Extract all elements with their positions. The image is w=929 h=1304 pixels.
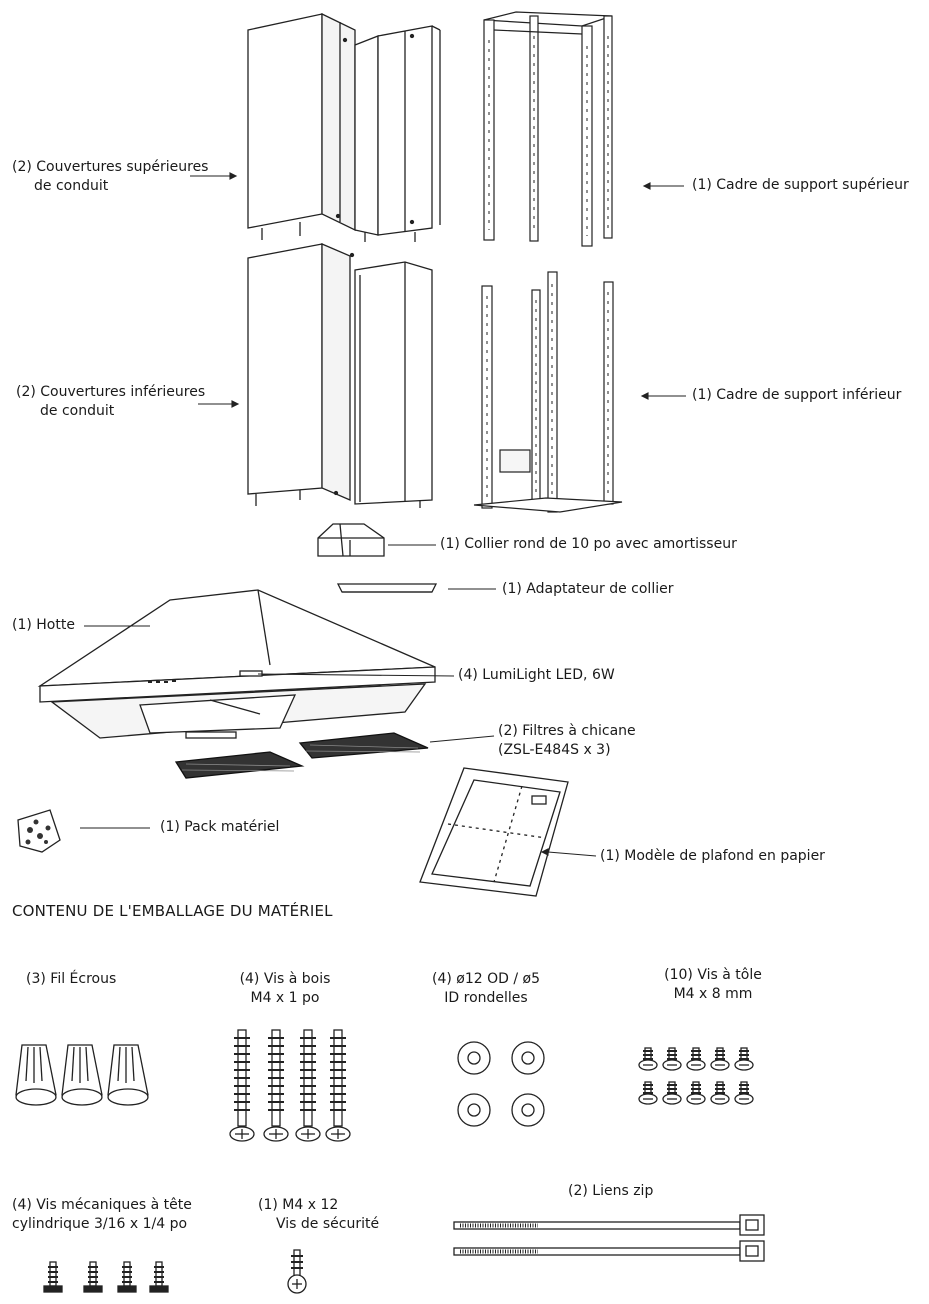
washer-icon bbox=[458, 1042, 544, 1126]
sheet-metal-screw bbox=[687, 1048, 705, 1070]
sheet-metal-screw bbox=[687, 1082, 705, 1104]
hardware-pack-label: (1) Pack matériel bbox=[160, 819, 280, 835]
collar-adapter-icon bbox=[338, 584, 436, 592]
sheet-metal-screw bbox=[711, 1082, 729, 1104]
safety-screw-icon bbox=[288, 1250, 306, 1293]
sheet-metal-screw bbox=[663, 1082, 681, 1104]
support-frame-upper-icon bbox=[484, 12, 612, 246]
wood-screws-label: (4) Vis à bois M4 x 1 po bbox=[239, 971, 331, 1006]
sheet-metal-screw bbox=[735, 1048, 753, 1070]
lower-support-frame-label: (1) Cadre de support inférieur bbox=[692, 387, 902, 403]
baffle-filter-icon bbox=[176, 733, 428, 778]
sheet-metal-screw bbox=[711, 1048, 729, 1070]
duct-cover-upper-icon bbox=[248, 14, 440, 242]
machine-screw-icon bbox=[44, 1262, 168, 1292]
upper-duct-covers-label: (2) Couvertures supérieures de conduit bbox=[12, 159, 209, 194]
wire-nut-icon bbox=[16, 1045, 148, 1105]
sheet-metal-screw bbox=[663, 1048, 681, 1070]
machine-screws-label: (4) Vis mécaniques à tête cylindrique 3/16 x 1/4 po bbox=[12, 1197, 192, 1232]
hood-label: (1) Hotte bbox=[12, 617, 75, 633]
washers-label: (4) ø12 OD / ø5 ID rondelles bbox=[431, 971, 540, 1006]
range-hood-icon bbox=[40, 590, 435, 738]
led-label: (4) LumiLight LED, 6W bbox=[458, 667, 615, 683]
baffle-filters-label: (2) Filtres à chicane (ZSL-E484S x 3) bbox=[498, 723, 636, 758]
sheet-metal-screw bbox=[639, 1048, 657, 1070]
paper-template-icon bbox=[420, 768, 568, 896]
duct-cover-lower-icon bbox=[248, 244, 432, 508]
ceiling-template-label: (1) Modèle de plafond en papier bbox=[600, 848, 825, 864]
sheet-metal-screw bbox=[639, 1082, 657, 1104]
zip-ties-label: (2) Liens zip bbox=[568, 1183, 654, 1199]
collar-adapter-label: (1) Adaptateur de collier bbox=[502, 581, 674, 597]
round-collar-icon bbox=[318, 524, 384, 556]
zip-tie-icon bbox=[454, 1215, 764, 1261]
sheet-metal-screw bbox=[735, 1082, 753, 1104]
safety-screw-label: (1) M4 x 12 Vis de sécurité bbox=[258, 1197, 380, 1232]
round-collar-label: (1) Collier rond de 10 po avec amortisseur bbox=[440, 536, 737, 552]
lower-duct-covers-label: (2) Couvertures inférieures de conduit bbox=[16, 384, 206, 419]
wood-screw-icon bbox=[230, 1030, 350, 1141]
sheet-metal-screw-icon bbox=[639, 1048, 753, 1104]
wire-nuts-label: (3) Fil Écrous bbox=[26, 971, 117, 987]
sheet-metal-screws-label: (10) Vis à tôle M4 x 8 mm bbox=[664, 967, 762, 1002]
upper-support-frame-label: (1) Cadre de support supérieur bbox=[692, 177, 909, 193]
hardware-section-title: CONTENU DE L'EMBALLAGE DU MATÉRIEL bbox=[12, 902, 333, 920]
support-frame-lower-icon bbox=[474, 272, 622, 512]
hardware-pack-icon bbox=[18, 810, 60, 852]
